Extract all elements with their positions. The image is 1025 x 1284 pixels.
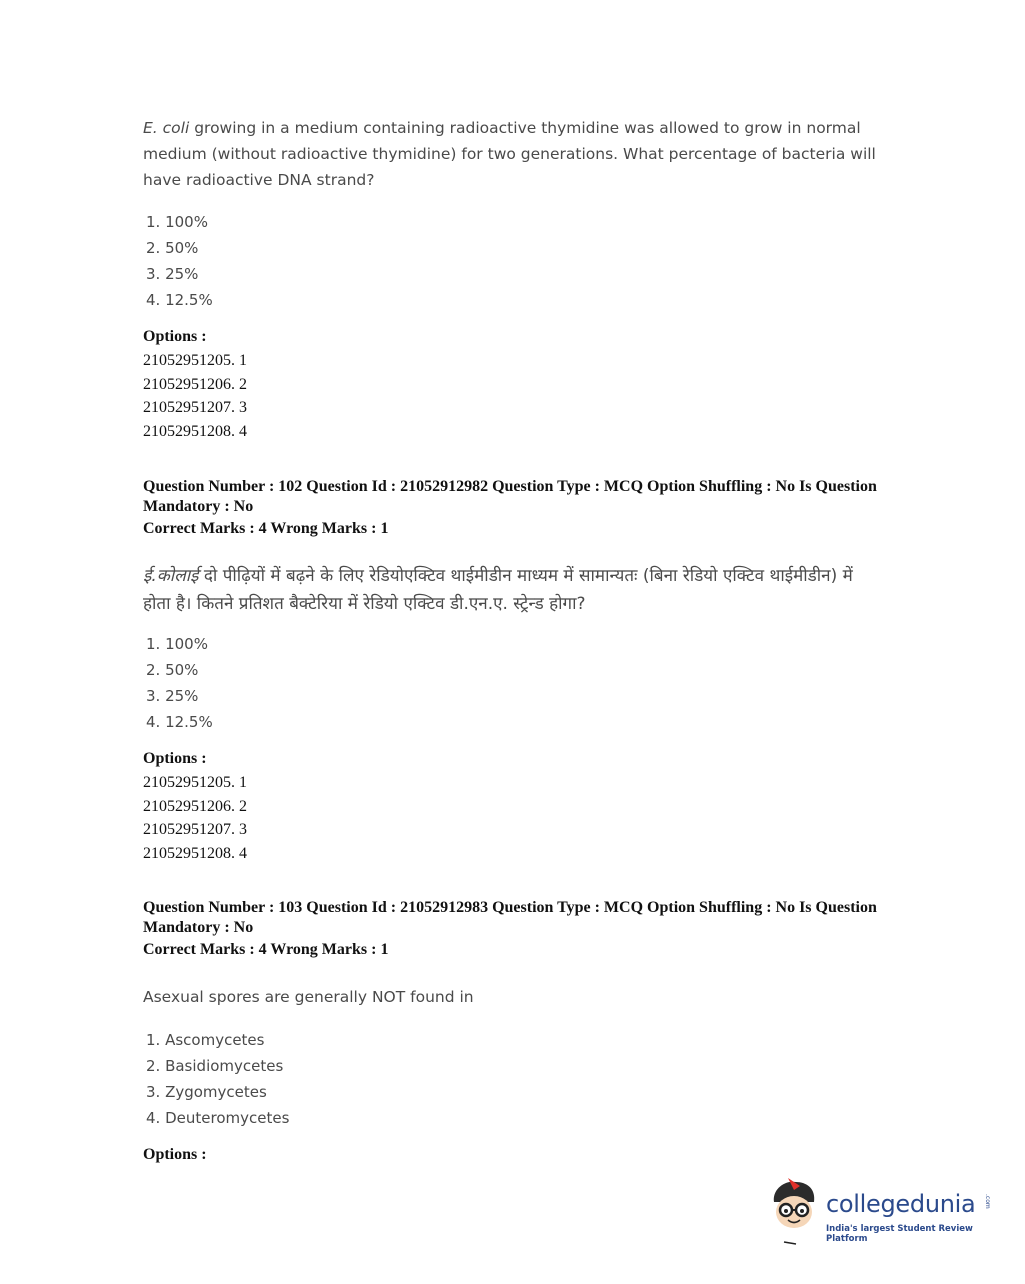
q101-question-text	[143, 115, 883, 193]
q102-meta	[143, 477, 883, 540]
options-title: Options :	[143, 1146, 207, 1163]
option-line: 21052951207. 3	[143, 399, 247, 416]
choice-item: 1. 100%	[146, 213, 208, 231]
q103-meta-line2: Correct Marks : 4 Wrong Marks : 1	[143, 941, 389, 958]
q103-choice-list	[143, 1027, 883, 1131]
choice-item: 3. 25%	[146, 687, 199, 705]
q102-question-body: दो पीढ़ियों में बढ़ने के लिए रेडियोएक्टिव थाईमीडीन माध्यम में सामान्यतः (बिना रेडियो एक्टिव थाईमीडीन) में होता है। कितने प्रतिशत बैक्टेरिया में रेडियो एक्टिव डी.एन.ए. स्ट्रेन्ड होगा?	[143, 566, 853, 614]
choice-item: 2. 50%	[146, 239, 199, 257]
option-line: 21052951205. 1	[143, 352, 247, 369]
option-line: 21052951207. 3	[143, 821, 247, 838]
q102-italic-term: ई.कोलाई	[143, 566, 199, 586]
options-title: Options :	[143, 750, 207, 767]
choice-item: 3. 25%	[146, 265, 199, 283]
q103-options	[143, 1143, 883, 1167]
logo-com: .com	[984, 1194, 991, 1209]
choice-item: 3. Zygomycetes	[146, 1083, 267, 1101]
q102-choice-list	[143, 631, 883, 735]
option-line: 21052951205. 1	[143, 774, 247, 791]
q101-options	[143, 325, 883, 443]
q102-question-text	[143, 562, 883, 618]
logo-tagline: India's largest Student Review Platform	[826, 1224, 973, 1244]
q101-italic-term: E. coli	[143, 119, 190, 137]
q102-meta-line2: Correct Marks : 4 Wrong Marks : 1	[143, 520, 389, 537]
choice-item: 4. 12.5%	[146, 713, 213, 731]
logo-wordmark: collegedunia	[826, 1190, 976, 1218]
option-line: 21052951206. 2	[143, 375, 247, 393]
option-line: 21052951206. 2	[143, 797, 247, 815]
q103-meta	[143, 898, 883, 961]
q102-options	[143, 747, 883, 865]
mascot-icon	[766, 1176, 826, 1246]
choice-item: 4. 12.5%	[146, 291, 213, 309]
option-line: 21052951208. 4	[143, 844, 247, 862]
choice-item: 2. Basidiomycetes	[146, 1057, 284, 1075]
q103-meta-line1: Question Number : 103 Question Id : 21052912983 Question Type : MCQ Option Shuffling : No Is Question Mandatory : No	[143, 899, 877, 936]
choice-item: 1. 100%	[146, 635, 208, 653]
options-title: Options :	[143, 328, 207, 345]
choice-item: 1. Ascomycetes	[146, 1031, 265, 1049]
q101-question-body: growing in a medium containing radioactive thymidine was allowed to grow in normal medium (without radioactive thymidine) for two generations. What percentage of bacteria will have radioactive DNA strand?	[143, 119, 876, 189]
option-line: 21052951208. 4	[143, 422, 247, 440]
choice-item: 2. 50%	[146, 661, 199, 679]
q103-question-text: Asexual spores are generally NOT found in	[143, 988, 474, 1006]
q101-choice-list	[143, 209, 883, 313]
choice-item: 4. Deuteromycetes	[146, 1109, 290, 1127]
q102-meta-line1: Question Number : 102 Question Id : 21052912982 Question Type : MCQ Option Shuffling : No Is Question Mandatory : No	[143, 478, 877, 515]
collegedunia-logo	[766, 1176, 996, 1246]
